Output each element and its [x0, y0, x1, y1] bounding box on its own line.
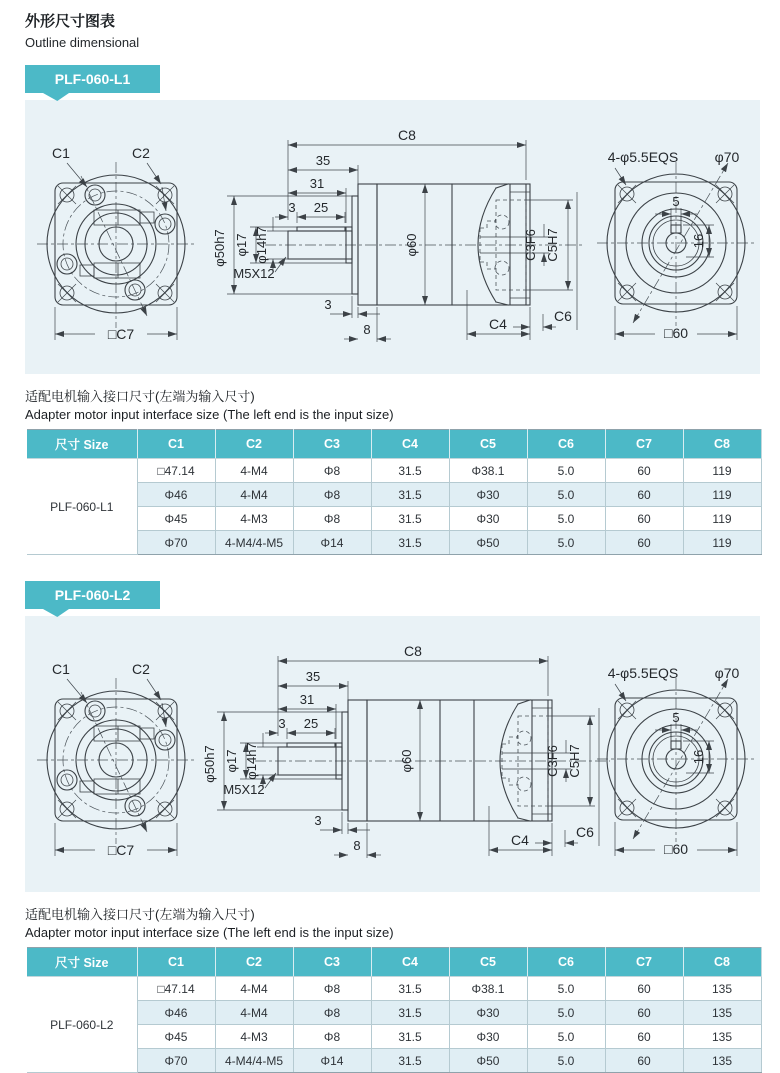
dim-phi17: φ17: [234, 233, 249, 257]
dim-phi14: φ14h7: [254, 226, 269, 264]
dim-16: 16: [691, 749, 706, 765]
table-cell: 60: [605, 459, 683, 483]
table-cell: Φ46: [137, 483, 215, 507]
table-cell: 60: [605, 1001, 683, 1025]
page-title: 外形尺寸图表: [25, 13, 116, 30]
table-cell: Φ14: [293, 1049, 371, 1073]
table-cell: Φ30: [449, 483, 527, 507]
table-cell: 119: [683, 507, 761, 531]
dim-c5h7: C5H7: [545, 228, 560, 262]
dim-4phi55eqs: 4-φ5.5EQS: [607, 149, 679, 165]
section-plf-060-l2: [0, 555, 780, 1073]
table-cell: 60: [605, 531, 683, 555]
table-cell: 5.0: [527, 459, 605, 483]
table-cell: 31.5: [371, 1049, 449, 1073]
dim-3: 3: [278, 716, 286, 731]
table-cell: 135: [683, 977, 761, 1001]
table-cell: Φ45: [137, 507, 215, 531]
model-badge-l1: PLF-060-L1: [25, 65, 160, 93]
table-cell: 5.0: [527, 1049, 605, 1073]
table-cell: 5.0: [527, 483, 605, 507]
drawing-panel-l1: [25, 100, 760, 374]
outline-drawing-l2: [25, 616, 760, 892]
dim-31: 31: [309, 176, 325, 191]
dim-phi17: φ17: [224, 749, 239, 773]
outline-drawing-l1: [25, 100, 760, 374]
caption-zh: 适配电机输入接口尺寸(左端为输入尺寸): [25, 389, 255, 404]
table-cell: 5.0: [527, 1001, 605, 1025]
table-cell: 5.0: [527, 1025, 605, 1049]
column-header: C8: [683, 948, 761, 977]
table-cell: 135: [683, 1049, 761, 1073]
dimension-table-l2: [27, 947, 762, 1073]
dim-c1: C1: [52, 145, 70, 161]
section-plf-060-l1: [0, 50, 780, 555]
table-cell: 60: [605, 483, 683, 507]
table-cell: 5.0: [527, 507, 605, 531]
dim-35: 35: [305, 669, 321, 684]
column-header: C4: [371, 430, 449, 459]
column-header: C6: [527, 948, 605, 977]
table-cell: □47.14: [137, 459, 215, 483]
column-header: C2: [215, 430, 293, 459]
table-row: [27, 977, 761, 1001]
column-header: 尺寸 Size: [27, 948, 137, 977]
dim-c3f6: C3F6: [523, 229, 538, 261]
table-cell: 31.5: [371, 1025, 449, 1049]
table-cell: 119: [683, 459, 761, 483]
table-cell: 60: [605, 507, 683, 531]
dim-c8: C8: [404, 643, 422, 659]
row-group-label: PLF-060-L2: [27, 977, 137, 1073]
caption-en: Adapter motor input interface size (The left end is the input size): [25, 925, 394, 940]
dim-c6: C6: [576, 824, 594, 840]
dim-5: 5: [672, 710, 680, 725]
table-row: [27, 507, 761, 531]
column-header: C7: [605, 430, 683, 459]
dim-8: 8: [353, 838, 361, 853]
row-group-label: PLF-060-L1: [27, 459, 137, 555]
dim-16: 16: [691, 233, 706, 249]
dim-phi60: φ60: [399, 749, 414, 773]
dim-3b: 3: [324, 297, 332, 312]
dim-31: 31: [299, 692, 315, 707]
table-cell: 5.0: [527, 977, 605, 1001]
dimension-table-l1: [27, 429, 762, 555]
dim-c2: C2: [132, 145, 150, 161]
table-cell: 31.5: [371, 977, 449, 1001]
model-badge-l2: PLF-060-L2: [25, 581, 160, 609]
drawing-panel-l2: [25, 616, 760, 892]
dim-c4: C4: [489, 316, 507, 332]
caption-en: Adapter motor input interface size (The left end is the input size): [25, 407, 394, 422]
column-header: C3: [293, 948, 371, 977]
dim-c7: □C7: [107, 842, 135, 858]
column-header: C4: [371, 948, 449, 977]
page-subtitle: Outline dimensional: [25, 35, 140, 50]
dim-8: 8: [363, 322, 371, 337]
rear-view: [597, 665, 756, 857]
column-header: C1: [137, 948, 215, 977]
table-cell: 135: [683, 1001, 761, 1025]
table-cell: Φ8: [293, 483, 371, 507]
table-cell: Φ8: [293, 1001, 371, 1025]
column-header: C1: [137, 430, 215, 459]
table-cell: 4-M4: [215, 459, 293, 483]
table-row: [27, 1049, 761, 1073]
table-cell: 4-M4: [215, 977, 293, 1001]
dim-phi70: φ70: [714, 665, 740, 681]
table-cell: Φ8: [293, 459, 371, 483]
table-cell: 4-M4/4-M5: [215, 1049, 293, 1073]
table-cell: 4-M3: [215, 507, 293, 531]
table-cell: Φ30: [449, 507, 527, 531]
table-cell: 119: [683, 531, 761, 555]
dim-c5h7: C5H7: [567, 744, 582, 778]
table-cell: 5.0: [527, 531, 605, 555]
dim-5: 5: [672, 194, 680, 209]
table-cell: 4-M4: [215, 1001, 293, 1025]
table-cell: Φ70: [137, 1049, 215, 1073]
table-cell: 31.5: [371, 507, 449, 531]
dim-c7: □C7: [107, 326, 135, 342]
table-cell: 4-M4: [215, 483, 293, 507]
dim-3: 3: [288, 200, 296, 215]
dim-25: 25: [303, 716, 319, 731]
dim-4phi55eqs: 4-φ5.5EQS: [607, 665, 679, 681]
front-view: [37, 145, 197, 342]
table-cell: Φ30: [449, 1001, 527, 1025]
caption-zh: 适配电机输入接口尺寸(左端为输入尺寸): [25, 907, 255, 922]
dim-m5x12: M5X12: [223, 782, 265, 797]
table-cell: 135: [683, 1025, 761, 1049]
dim-m5x12: M5X12: [233, 266, 275, 281]
column-header: C7: [605, 948, 683, 977]
dim-sq60: □60: [663, 325, 689, 341]
dim-3b: 3: [314, 813, 322, 828]
dim-phi50: φ50h7: [212, 229, 227, 267]
table-cell: 60: [605, 1049, 683, 1073]
table-cell: Φ46: [137, 1001, 215, 1025]
table-cell: 31.5: [371, 1001, 449, 1025]
column-header: 尺寸 Size: [27, 430, 137, 459]
side-view: [212, 127, 585, 342]
table-cell: 4-M3: [215, 1025, 293, 1049]
dim-sq60: □60: [663, 841, 689, 857]
table-cell: 31.5: [371, 459, 449, 483]
dim-c4: C4: [511, 832, 529, 848]
rear-view: [597, 149, 756, 341]
table-cell: 60: [605, 1025, 683, 1049]
dim-phi14: φ14h7: [244, 742, 259, 780]
table-row: [27, 1025, 761, 1049]
column-header: C3: [293, 430, 371, 459]
table-cell: Φ45: [137, 1025, 215, 1049]
column-header: C5: [449, 948, 527, 977]
front-view: [37, 661, 197, 858]
page-header: [0, 0, 780, 50]
table-cell: Φ8: [293, 1025, 371, 1049]
table-cell: Φ14: [293, 531, 371, 555]
column-header: C2: [215, 948, 293, 977]
dim-c6: C6: [554, 308, 572, 324]
dim-c2: C2: [132, 661, 150, 677]
side-view: [202, 643, 610, 858]
table-cell: 31.5: [371, 483, 449, 507]
table-cell: □47.14: [137, 977, 215, 1001]
dim-phi70: φ70: [714, 149, 740, 165]
column-header: C6: [527, 430, 605, 459]
table-row: [27, 1001, 761, 1025]
table-cell: Φ38.1: [449, 459, 527, 483]
dim-25: 25: [313, 200, 329, 215]
table-row: [27, 483, 761, 507]
dim-35: 35: [315, 153, 331, 168]
table-cell: 60: [605, 977, 683, 1001]
dim-c8: C8: [398, 127, 416, 143]
column-header: C8: [683, 430, 761, 459]
dim-c3f6: C3F6: [545, 745, 560, 777]
table-cell: Φ8: [293, 507, 371, 531]
table-cell: 31.5: [371, 531, 449, 555]
table-cell: 119: [683, 483, 761, 507]
table-row: [27, 459, 761, 483]
table-cell: Φ8: [293, 977, 371, 1001]
table-cell: Φ50: [449, 1049, 527, 1073]
table-cell: 4-M4/4-M5: [215, 531, 293, 555]
table-cell: Φ70: [137, 531, 215, 555]
table-row: [27, 531, 761, 555]
table-cell: Φ38.1: [449, 977, 527, 1001]
dim-phi60: φ60: [404, 233, 419, 257]
column-header: C5: [449, 430, 527, 459]
table-cell: Φ50: [449, 531, 527, 555]
table-cell: Φ30: [449, 1025, 527, 1049]
dim-phi50: φ50h7: [202, 745, 217, 783]
dim-c1: C1: [52, 661, 70, 677]
